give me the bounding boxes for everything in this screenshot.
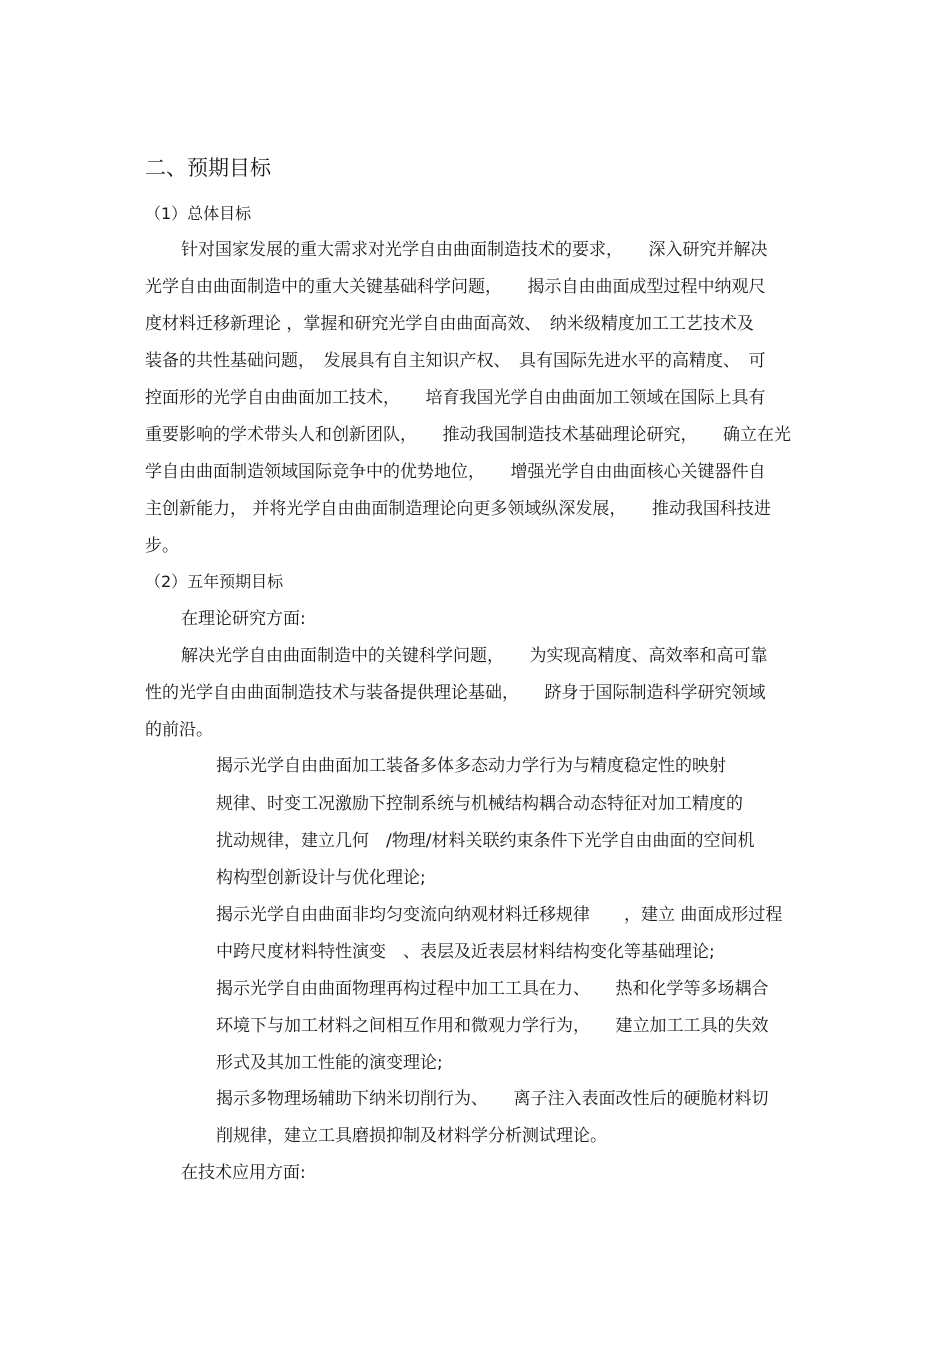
text-line: 度材料迁移新理论 ，掌握和研究光学自由曲面高效、 纳米级精度加工工艺技术及 — [145, 314, 754, 334]
tech-label: 在技术应用方面: — [181, 1163, 306, 1183]
text-line: 中跨尺度材料特性演变 、表层及近表层材料结构变化等基础理论; — [216, 942, 715, 962]
text-line: 揭示多物理场辅助下纳米切削行为、 离子注入表面改性后的硬脆材料切 — [216, 1089, 769, 1109]
text-line: 构构型创新设计与优化理论; — [216, 868, 426, 888]
text-line: 光学自由曲面制造中的重大关键基础科学问题， 揭示自由曲面成型过程中纳观尺 — [145, 277, 766, 297]
text-line: 性的光学自由曲面制造技术与装备提供理论基础， 跻身于国际制造科学研究领域 — [145, 683, 766, 703]
text-line: 揭示光学自由曲面加工装备多体多态动力学行为与精度稳定性的映射 — [216, 756, 726, 776]
text-line: 形式及其加工性能的演变理论; — [216, 1053, 443, 1073]
text-line: 的前沿。 — [145, 720, 213, 740]
text-line: 重要影响的学术带头人和创新团队， 推动我国制造技术基础理论研究， 确立在光 — [145, 425, 791, 445]
text-line: 步。 — [145, 536, 179, 556]
text-line: 揭示光学自由曲面非均匀变流向纳观材料迁移规律 ，建立 曲面成形过程 — [216, 905, 783, 925]
subsection-title-overall: （1）总体目标 — [145, 204, 252, 223]
text-line: 针对国家发展的重大需求对光学自由曲面制造技术的要求， 深入研究并解决 — [181, 240, 768, 260]
text-line: 解决光学自由曲面制造中的关键科学问题， 为实现高精度、高效率和高可靠 — [181, 646, 768, 666]
text-line: 控面形的光学自由曲面加工技术， 培育我国光学自由曲面加工领域在国际上具有 — [145, 388, 766, 408]
text-line: 环境下与加工材料之间相互作用和微观力学行为， 建立加工工具的失效 — [216, 1016, 769, 1036]
text-line: 规律、时变工况激励下控制系统与机械结构耦合动态特征对加工精度的 — [216, 794, 743, 814]
theory-label: 在理论研究方面: — [181, 609, 306, 629]
text-line: 主创新能力， 并将光学自由曲面制造理论向更多领域纵深发展， 推动我国科技进 — [145, 499, 771, 519]
text-line: 装备的共性基础问题， 发展具有自主知识产权、 具有国际先进水平的高精度、 可 — [145, 351, 766, 371]
text-line: 揭示光学自由曲面物理再构过程中加工工具在力、 热和化学等多场耦合 — [216, 979, 769, 999]
text-line: 扰动规律，建立几何 /物理/材料关联约束条件下光学自由曲面的空间机 — [216, 831, 755, 851]
text-line: 学自由曲面制造领域国际竞争中的优势地位， 增强光学自由曲面核心关键器件自 — [145, 462, 766, 482]
text-line: 削规律，建立工具磨损抑制及材料学分析测试理论。 — [216, 1126, 607, 1146]
subsection-title-five-year: （2）五年预期目标 — [145, 572, 284, 591]
section-heading: 二、预期目标 — [145, 156, 271, 180]
